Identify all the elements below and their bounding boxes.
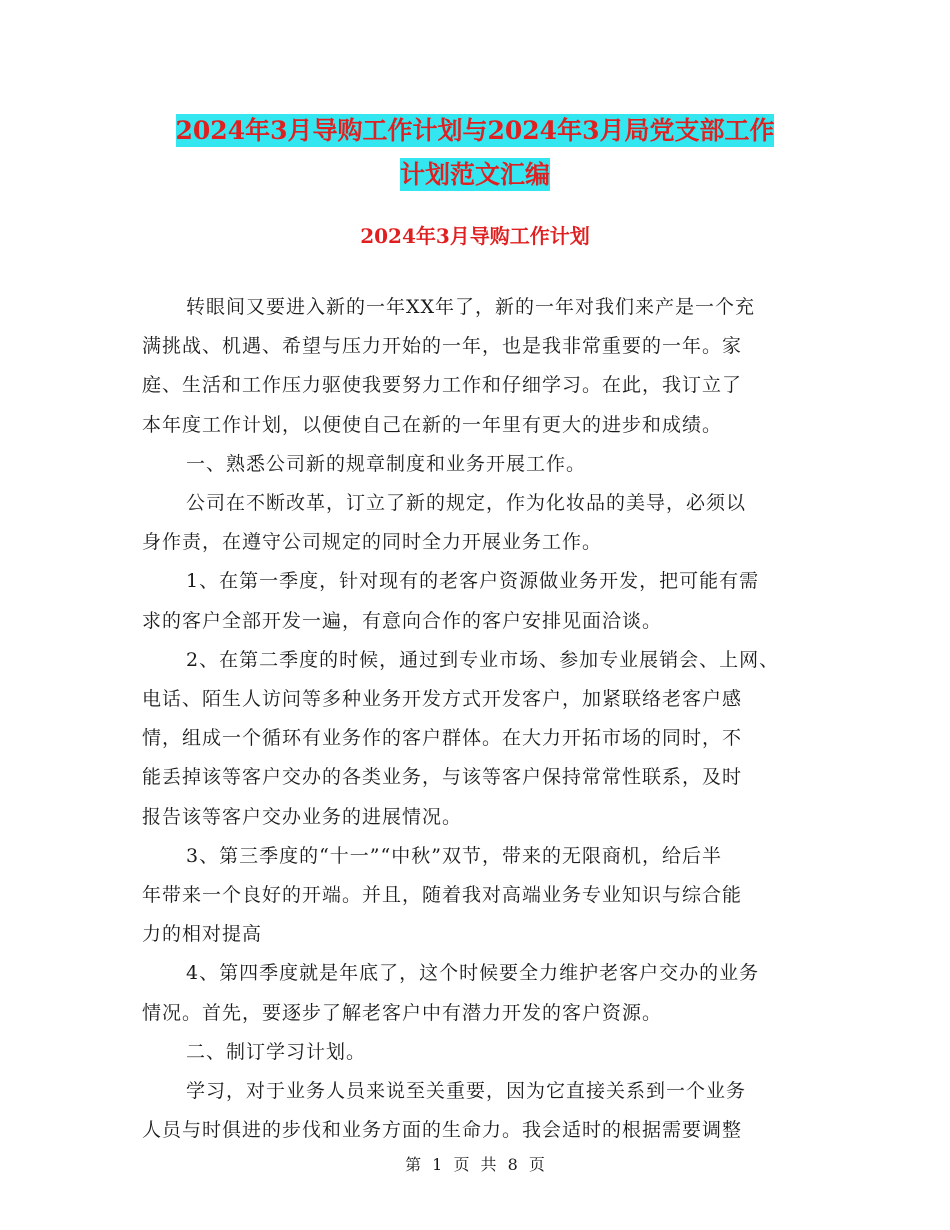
body-line: 求的客户全部开发一遍，有意向合作的客户安排见面洽谈。: [142, 610, 663, 632]
body-line: 二、制订学习计划。: [186, 1041, 367, 1063]
document-title-line-2: [0, 160, 950, 190]
body-line: 1、在第一季度，针对现有的老客户资源做业务开发，把可能有需: [186, 570, 760, 592]
body-line: 情况。首先，要逐步了解老客户中有潜力开发的客户资源。: [142, 1002, 663, 1024]
body-line: 学习，对于业务人员来说至关重要，因为它直接关系到一个业务: [186, 1080, 747, 1102]
body-line: 力的相对提高: [142, 923, 263, 945]
body-line: 2、在第二季度的时候，通过到专业市场、参加专业展销会、上网、: [186, 649, 780, 671]
body-line: 3、第三季度的“十一”“中秋”双节，带来的无限商机，给后半: [186, 845, 722, 867]
body-line: 电话、陌生人访问等多种业务开发方式开发客户，加紧联络老客户感: [142, 688, 743, 710]
body-line: 人员与时俱进的步伐和业务方面的生命力。我会适时的根据需要调整: [142, 1119, 743, 1141]
document-title-line-2-text: 计划范文汇编: [399, 160, 550, 189]
body-line: 情，组成一个循环有业务作的客户群体。在大力开拓市场的同时，不: [142, 727, 743, 749]
document-title-line-1-text: 2024年3月导购工作计划与2024年3月局党支部工作: [175, 116, 775, 145]
body-line: 报告该等客户交办业务的进展情况。: [142, 806, 463, 828]
page-footer: 第 1 页 共 8 页: [405, 1155, 545, 1174]
section-heading: 2024年3月导购工作计划: [360, 224, 590, 248]
body-line: 庭、生活和工作压力驱使我要努力工作和仔细学习。在此，我订立了: [142, 374, 743, 396]
body-line: 公司在不断改革，订立了新的规定，作为化妆品的美导，必须以: [186, 492, 747, 514]
body-line: 满挑战、机遇、希望与压力开始的一年，也是我非常重要的一年。家: [142, 335, 743, 357]
body-line: 一、熟悉公司新的规章制度和业务开展工作。: [186, 453, 587, 475]
body-line: 年带来一个良好的开端。并且，随着我对高端业务专业知识与综合能: [142, 884, 743, 906]
body-line: 本年度工作计划，以便使自己在新的一年里有更大的进步和成绩。: [142, 414, 723, 436]
body-line: 能丢掉该等客户交办的各类业务，与该等客户保持常常性联系，及时: [142, 766, 743, 788]
body-line: 身作责，在遵守公司规定的同时全力开展业务工作。: [142, 531, 603, 553]
document-title-line-1: [0, 116, 950, 146]
body-line: 4、第四季度就是年底了，这个时候要全力维护老客户交办的业务: [186, 962, 760, 984]
body-line: 转眼间又要进入新的一年XX年了，新的一年对我们来产是一个充: [186, 296, 756, 318]
